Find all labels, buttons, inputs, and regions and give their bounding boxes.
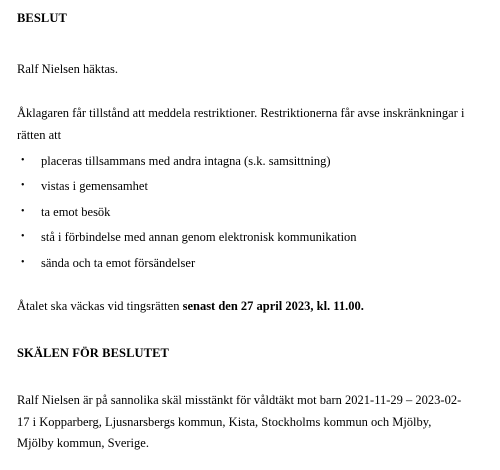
indictment-deadline: senast den 27 april 2023, kl. 11.00. xyxy=(182,299,364,313)
reasons-line-3: Mjölby kommun, Sverige. xyxy=(17,436,149,450)
heading-reasons: SKÄLEN FÖR BESLUTET xyxy=(17,346,169,360)
bullet-icon: • xyxy=(21,256,25,268)
list-item xyxy=(17,253,357,278)
restrictions-intro-line-1: Åklagaren får tillstånd att meddela restriktioner. Restriktionerna får avse inskränkningar i xyxy=(17,106,465,120)
list-item xyxy=(17,227,357,252)
list-item xyxy=(17,151,357,176)
bullet-icon: • xyxy=(21,231,25,243)
bullet-icon: • xyxy=(21,205,25,217)
restrictions-list xyxy=(17,151,357,278)
restrictions-intro xyxy=(17,103,487,146)
reasons-line-2: 17 i Kopparberg, Ljusnarsbergs kommun, Kista, Stockholms kommun och Mjölby, xyxy=(17,414,432,429)
indictment-prefix: Åtalet ska väckas vid tingsrätten xyxy=(17,299,183,313)
ruling-text: Ralf Nielsen häktas. xyxy=(17,62,119,76)
list-item-text: ta emot besök xyxy=(41,204,111,219)
list-item-text: vistas i gemensamhet xyxy=(41,179,148,194)
bullet-icon: • xyxy=(21,155,25,166)
restrictions-intro-line-2: rätten att xyxy=(17,127,62,142)
list-item xyxy=(17,176,357,201)
list-item-text: sända och ta emot försändelser xyxy=(41,255,196,270)
list-item-text: stå i förbindelse med annan genom elektronisk kommunikation xyxy=(41,230,357,245)
indictment-text xyxy=(17,295,364,317)
reasons-line-1: Ralf Nielsen är på sannolika skäl misstänkt för våldtäkt mot barn 2021-11-29 – 2023-02- xyxy=(17,393,462,407)
list-item xyxy=(17,202,357,227)
reasons-text xyxy=(17,390,487,455)
list-item-text: placeras tillsammans med andra intagna (s.k. samsittning) xyxy=(41,154,331,168)
heading-beslut: BESLUT xyxy=(17,11,67,25)
bullet-icon: • xyxy=(21,180,25,192)
